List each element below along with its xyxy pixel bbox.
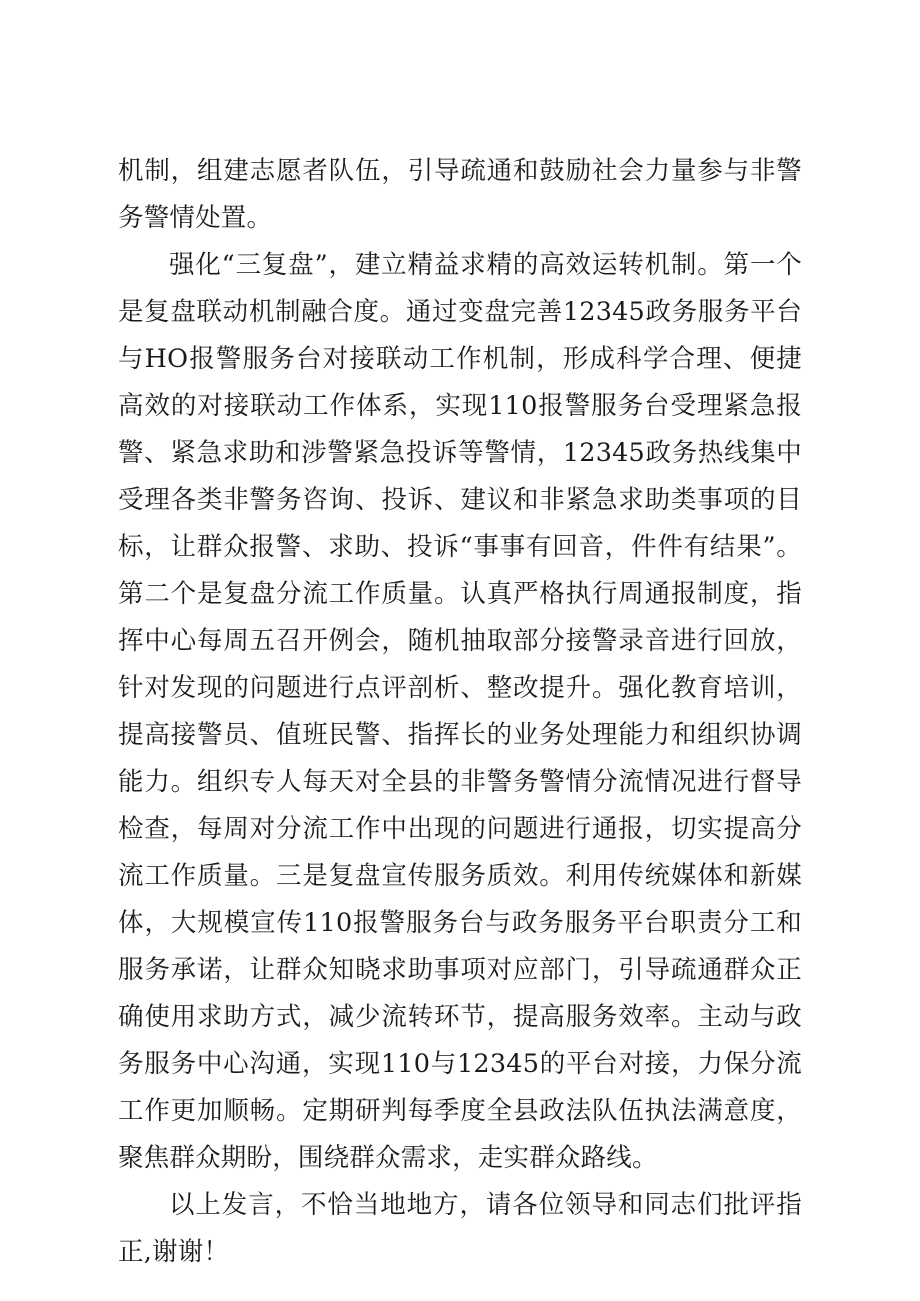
- document-body: [118, 148, 802, 1276]
- paragraph-1: 机制，组建志愿者队伍，引导疏通和鼓励社会力量参与非警务警情处置。: [118, 156, 802, 233]
- paragraph-2: 强化“三复盘”，建立精益求精的高效运转机制。第一个是复盘联动机制融合度。通过变盘完善12345政务服务平台与HO报警服务台对接联动工作机制，形成科学合理、便捷高效的对接联动工作体系，实现110报警服务台受理紧急报警、紧急求助和涉警紧急投诉等警情，12345政务热线集中受理各类非警务咨询、投诉、建议和非紧急求助类事项的目标，让群众报警、求助、投诉“事事有回音，件件有结果”。第二个是复盘分流工作质量。认真严格执行周通报制度，指挥中心每周五召开例会，随机抽取部分接警录音进行回放，针对发现的问题进行点评剖析、整改提升。强化教育培训，提高接警员、值班民警、指挥长的业务处理能力和组织协调能力。组织专人每天对全县的非警务警情分流情况进行督导检查，每周对分流工作中出现的问题进行通报，切实提高分流工作质量。三是复盘宣传服务质效。利用传统媒体和新媒体，大规模宣传110报警服务台与政务服务平台职责分工和服务承诺，让群众知晓求助事项对应部门，引导疏通群众正确使用求助方式，减少流转环节，提高服务效率。主动与政务服务中心沟通，实现110与12345的平台对接，力保分流工作更加顺畅。定期研判每季度全县政法队伍执法满意度，聚焦群众期盼，围绕群众需求，走实群众路线。: [118, 250, 802, 1173]
- paragraph-3: 以上发言，不恰当地地方，请各位领导和同志们批评指正,谢谢！: [118, 1190, 802, 1267]
